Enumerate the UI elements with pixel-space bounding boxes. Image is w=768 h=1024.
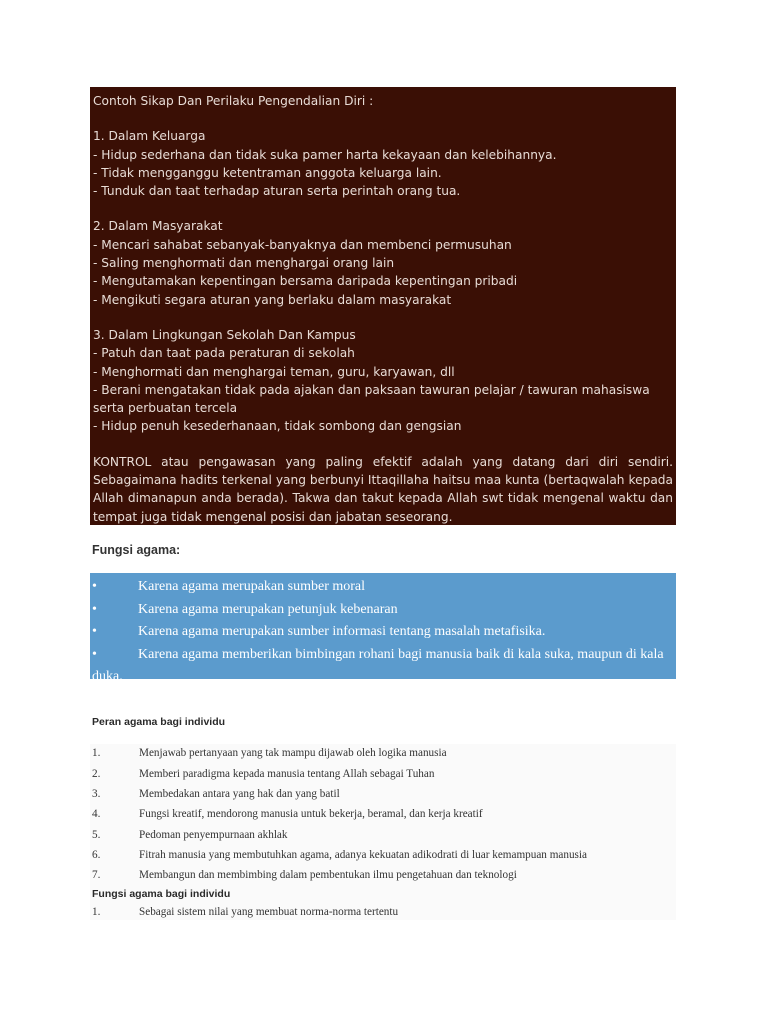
list-item-text: Menjawab pertanyaan yang tak mampu dijawab oleh logika manusia [139, 747, 447, 759]
list-item-text: Membedakan antara yang hak dan yang batil [139, 788, 340, 800]
peran-agama-heading: Peran agama bagi individu [92, 716, 226, 728]
bullet-item [92, 599, 674, 622]
fungsi-agama-box [90, 573, 676, 684]
bullet-item-text: Karena agama merupakan petunjuk kebenaran [138, 601, 398, 617]
bullet-icon: • [92, 646, 97, 662]
list-item-text: Memberi paradigma kepada manusia tentang Allah sebagai Tuhan [139, 768, 435, 780]
section-item: - Mencari sahabat sebanyak-banyaknya dan membenci permusuhan [93, 237, 512, 252]
spacer [93, 309, 673, 326]
section-item: - Saling menghormati dan menghargai orang lain [93, 256, 395, 271]
section-item: - Hidup penuh kesederhanaan, tidak sombong dan gengsian [93, 419, 462, 434]
list-item-number: 2. [92, 768, 101, 780]
kontrol-paragraph: KONTROL atau pengawasan yang paling efektif adalah yang datang dari diri sendiri. Sebagaimana hadits terkenal yang berbunyi Ittaqillaha haitsu maa kunta (bertaqwalah kepada Allah dimanapun anda berada). Takwa dan takut kepada Allah swt tidak mengenal waktu dan tempat juga tidak mengenal posisi dan jabatan seseorang. [93, 454, 673, 524]
section-item: - Mengikuti segara aturan yang berlaku dalam masyarakat [93, 292, 452, 307]
list-item-number: 3. [92, 788, 101, 800]
list-item-number: 7. [92, 869, 101, 881]
list-item-number: 5. [92, 829, 101, 841]
list-item-text: Sebagai sistem nilai yang membuat norma-norma tertentu [139, 906, 399, 918]
bullet-icon: • [92, 579, 97, 594]
section-heading: 3. Dalam Lingkungan Sekolah Dan Kampus [93, 327, 356, 342]
fungsi-agama-individu-heading: Fungsi agama bagi individu [92, 888, 231, 900]
bullet-icon: • [92, 624, 97, 639]
section-item: - Hidup sederhana dan tidak suka pamer harta kekayaan dan kelebihannya. [93, 147, 557, 162]
section-item: - Menghormati dan menghargai teman, guru, karyawan, dll [93, 364, 455, 379]
bullet-item-text: Karena agama merupakan sumber informasi tentang masalah metafisika. [138, 624, 546, 639]
section-item: - Patuh dan taat pada peraturan di sekolah [93, 346, 355, 361]
list-item-number: 4. [92, 808, 101, 820]
bullet-item-text: Karena agama merupakan sumber moral [138, 579, 366, 594]
box-title: Contoh Sikap Dan Perilaku Pengendalian Diri : [93, 94, 374, 108]
list-item-number: 1. [92, 747, 101, 759]
section-item: - Tidak mengganggu ketentraman anggota keluarga lain. [93, 165, 442, 180]
bullet-item-text: Karena agama memberikan bimbingan rohani bagi manusia baik di kala suka, maupun di kala duka. [92, 646, 664, 684]
fungsi-agama-heading: Fungsi agama: [92, 543, 181, 557]
bullet-icon: • [92, 601, 97, 617]
section-heading: 2. Dalam Masyarakat [93, 219, 223, 234]
bullet-item [92, 644, 674, 689]
list-item-number: 6. [92, 849, 101, 861]
spacer [93, 110, 673, 127]
pengendalian-diri-box [90, 87, 676, 525]
spacer [93, 436, 673, 453]
bullet-item [92, 621, 674, 644]
section-item: - Berani mengatakan tidak pada ajakan dan paksaan tawuran pelajar / tawuran mahasiswa serta perbuatan tercela [93, 382, 650, 416]
section-heading: 1. Dalam Keluarga [93, 129, 206, 144]
spacer [93, 200, 673, 217]
section-item: - Mengutamakan kepentingan bersama daripada kepentingan pribadi [93, 274, 518, 289]
list-item-text: Pedoman penyempurnaan akhlak [139, 829, 288, 841]
list-item-text: Fitrah manusia yang membutuhkan agama, adanya kekuatan adikodrati di luar kemampuan manusia [139, 849, 587, 861]
list-item-text: Fungsi kreatif, mendorong manusia untuk bekerja, beramal, dan kerja kreatif [139, 808, 483, 820]
list-item-number: 1. [92, 906, 101, 918]
list-item-text: Membangun dan membimbing dalam pembentukan ilmu pengetahuan dan teknologi [139, 869, 517, 881]
section-item: - Tunduk dan taat terhadap aturan serta perintah orang tua. [93, 184, 461, 199]
bullet-item [92, 576, 674, 599]
